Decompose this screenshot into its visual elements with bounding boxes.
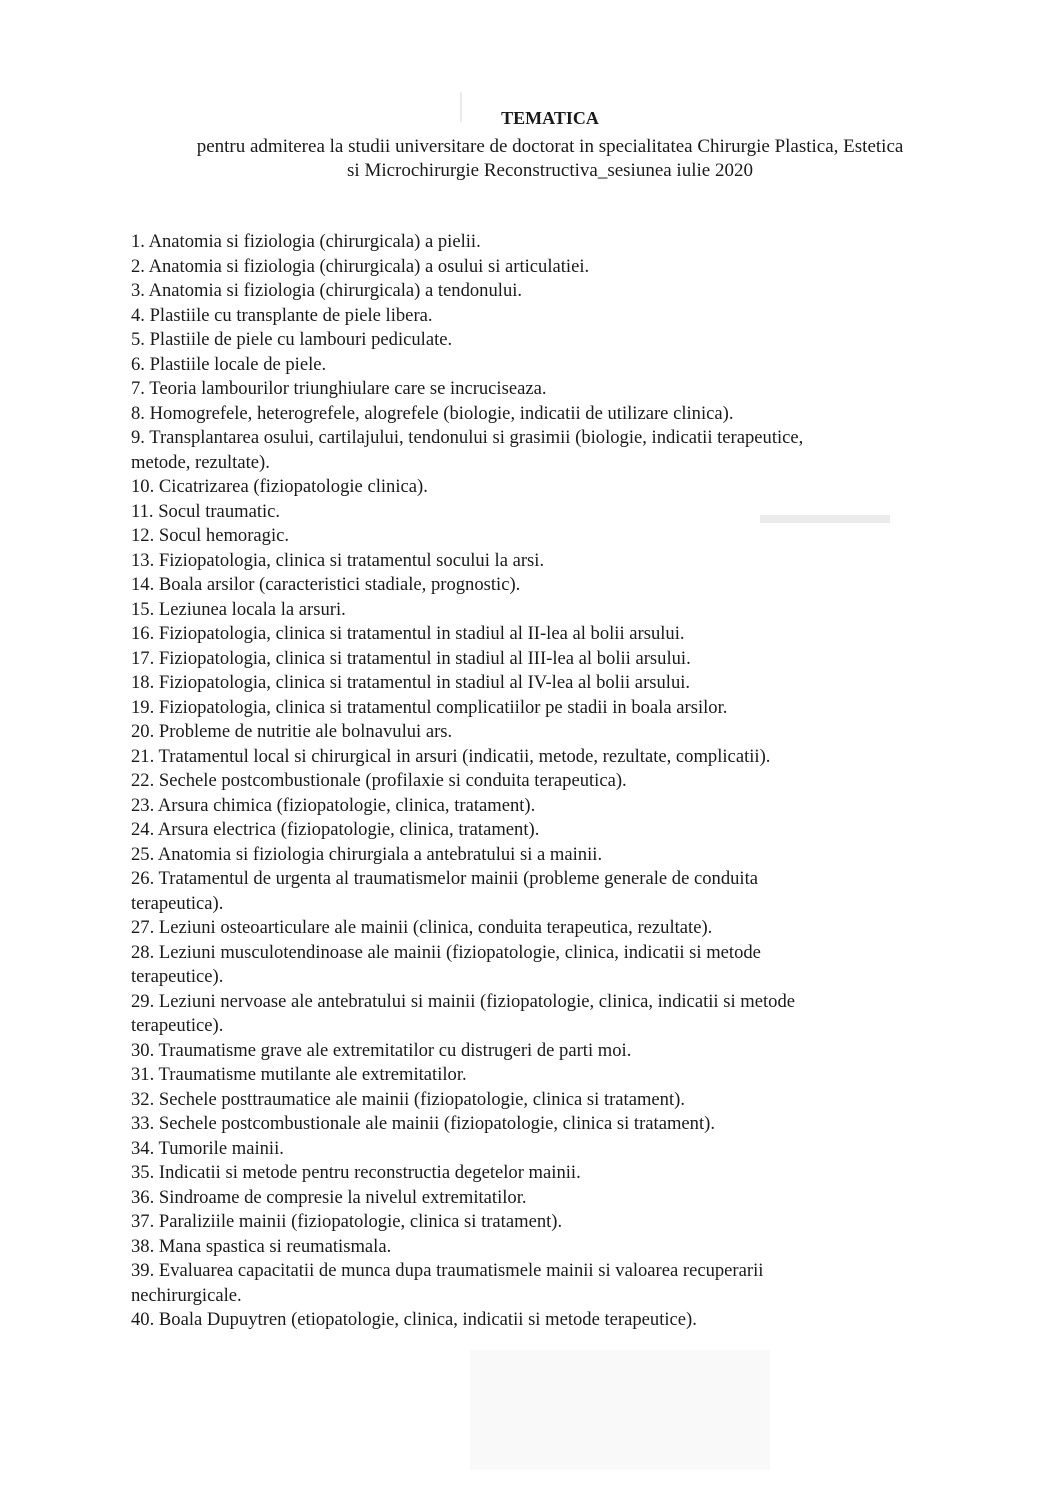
topic-item — [131, 843, 871, 868]
topic-item — [131, 745, 871, 770]
topic-item-text: 18. Fiziopatologia, clinica si tratamentul in stadiul al IV-lea al bolii arsului. — [131, 672, 691, 693]
topic-item — [131, 916, 871, 941]
topic-item — [131, 647, 871, 672]
topic-item — [131, 794, 871, 819]
topic-item-text: 39. Evaluarea capacitatii de munca dupa traumatismele mainii si valoarea recuperarii — [131, 1260, 764, 1281]
document-title: TEMATICA — [501, 108, 599, 128]
topic-item — [131, 328, 871, 353]
topic-item — [131, 353, 871, 378]
topic-item — [131, 1308, 871, 1333]
topic-item-text: 2. Anatomia si fiziologia (chirurgicala) a osului si articulatiei. — [131, 255, 590, 277]
topic-item-text: 17. Fiziopatologia, clinica si tratamentul in stadiul al III-lea al bolii arsului. — [131, 647, 691, 669]
topic-item — [131, 279, 871, 304]
topic-item-text: 7. Teoria lambourilor triunghiulare care se incruciseaza. — [131, 378, 547, 399]
topic-item-text: 33. Sechele postcombustionale ale mainii (fiziopatologie, clinica si tratament). — [131, 1113, 715, 1134]
topic-item — [131, 377, 871, 402]
topic-item-text: 20. Probleme de nutritie ale bolnavului ars. — [131, 721, 453, 742]
topic-item — [131, 720, 871, 745]
topic-item — [131, 1259, 871, 1308]
topic-item — [131, 1112, 871, 1137]
topic-item-text: 26. Tratamentul de urgenta al traumatismelor mainii (probleme generale de conduita — [131, 868, 759, 889]
topic-item — [131, 671, 871, 696]
topic-item — [131, 304, 871, 329]
topic-item — [131, 402, 871, 427]
topic-item-text: 25. Anatomia si fiziologia chirurgiala a antebratului si a mainii. — [131, 843, 603, 865]
topic-item — [131, 622, 871, 647]
topic-item — [131, 1137, 871, 1162]
topic-item — [131, 1210, 871, 1235]
topic-item-text: 35. Indicatii si metode pentru reconstructia degetelor mainii. — [131, 1162, 581, 1183]
topic-list — [131, 230, 871, 1333]
topic-item-text: 30. Traumatisme grave ale extremitatilor cu distrugeri de parti moi. — [131, 1039, 632, 1061]
topic-item — [131, 255, 871, 280]
topic-item-text: 6. Plastiile locale de piele. — [131, 353, 327, 375]
topic-item-continuation: metode, rezultate). — [131, 451, 270, 473]
topic-item — [131, 990, 871, 1039]
topic-item-continuation: terapeutice). — [131, 1015, 224, 1036]
topic-item — [131, 1186, 871, 1211]
topic-item — [131, 769, 871, 794]
topic-item — [131, 426, 871, 475]
topic-item-text: 4. Plastiile cu transplante de piele libera. — [131, 304, 433, 326]
topic-item — [131, 867, 871, 916]
topic-item-text: 9. Transplantarea osului, cartilajului, tendonului si grasimii (biologie, indicatii terapeutice, — [131, 427, 804, 448]
topic-item-text: 40. Boala Dupuytren (etiopatologie, clinica, indicatii si metode terapeutice). — [131, 1309, 697, 1330]
topic-item-continuation: nechirurgicale. — [131, 1284, 242, 1306]
topic-item-continuation: terapeutica). — [131, 892, 224, 914]
topic-item-text: 34. Tumorile mainii. — [131, 1137, 284, 1159]
topic-item — [131, 818, 871, 843]
topic-item-text: 12. Socul hemoragic. — [131, 525, 290, 546]
topic-item-text: 1. Anatomia si fiziologia (chirurgicala) a pielii. — [131, 231, 481, 252]
topic-item — [131, 1039, 871, 1064]
topic-item — [131, 1063, 871, 1088]
topic-item — [131, 1088, 871, 1113]
topic-item-text: 14. Boala arsilor (caracteristici stadiale, prognostic). — [131, 574, 521, 595]
topic-item-text: 31. Traumatisme mutilante ale extremitatilor. — [131, 1064, 467, 1085]
topic-item — [131, 524, 871, 549]
topic-item-text: 13. Fiziopatologia, clinica si tratamentul socului la arsi. — [131, 549, 545, 571]
topic-item — [131, 573, 871, 598]
topic-item-text: 27. Leziuni osteoarticulare ale mainii (clinica, conduita terapeutica, rezultate). — [131, 917, 713, 938]
topic-item-text: 11. Socul traumatic. — [131, 500, 281, 522]
topic-item-text: 32. Sechele posttraumatice ale mainii (fiziopatologie, clinica si tratament). — [131, 1088, 685, 1110]
topic-item-text: 3. Anatomia si fiziologia (chirurgicala) a tendonului. — [131, 280, 523, 301]
topic-item — [131, 598, 871, 623]
topic-item — [131, 941, 871, 990]
topic-item — [131, 1235, 871, 1260]
topic-item — [131, 696, 871, 721]
topic-item-text: 24. Arsura electrica (fiziopatologie, clinica, tratament). — [131, 819, 540, 840]
topic-item-text: 10. Cicatrizarea (fiziopatologie clinica). — [131, 476, 428, 497]
topic-item-text: 38. Mana spastica si reumatismala. — [131, 1235, 392, 1257]
topic-item — [131, 500, 871, 525]
document-subtitle-line-2: si Microchirurgie Reconstructiva_sesiunea iulie 2020 — [347, 160, 753, 181]
topic-item — [131, 475, 871, 500]
topic-item-text: 5. Plastiile de piele cu lambouri pediculate. — [131, 329, 453, 350]
topic-item — [131, 1161, 871, 1186]
topic-item-text: 16. Fiziopatologia, clinica si tratamentul in stadiul al II-lea al bolii arsului. — [131, 623, 685, 644]
topic-item — [131, 230, 871, 255]
topic-item-text: 37. Paraliziile mainii (fiziopatologie, clinica si tratament). — [131, 1211, 563, 1232]
topic-item-text: 21. Tratamentul local si chirurgical in arsuri (indicatii, metode, rezultate, complicatii). — [131, 745, 771, 767]
topic-item-text: 8. Homogrefele, heterogrefele, alogrefele (biologie, indicatii de utilizare clinica). — [131, 402, 734, 424]
topic-item-text: 19. Fiziopatologia, clinica si tratamentul complicatiilor pe stadii in boala arsilor. — [131, 696, 728, 718]
topic-item-text: 23. Arsura chimica (fiziopatologie, clinica, tratament). — [131, 794, 536, 816]
topic-item-text: 36. Sindroame de compresie la nivelul extremitatilor. — [131, 1186, 527, 1208]
topic-item-continuation: terapeutice). — [131, 966, 224, 987]
topic-item-text: 29. Leziuni nervoase ale antebratului si mainii (fiziopatologie, clinica, indicatii si metode — [131, 990, 795, 1012]
topic-item-text: 28. Leziuni musculotendinoase ale mainii (fiziopatologie, clinica, indicatii si metode — [131, 941, 761, 963]
topic-item — [131, 549, 871, 574]
topic-item-text: 15. Leziunea locala la arsuri. — [131, 598, 346, 620]
document-subtitle-line-1: pentru admiterea la studii universitare de doctorat in specialitatea Chirurgie Plastica, Estetica — [196, 136, 904, 157]
topic-item-text: 22. Sechele postcombustionale (profilaxie si conduita terapeutica). — [131, 770, 627, 791]
